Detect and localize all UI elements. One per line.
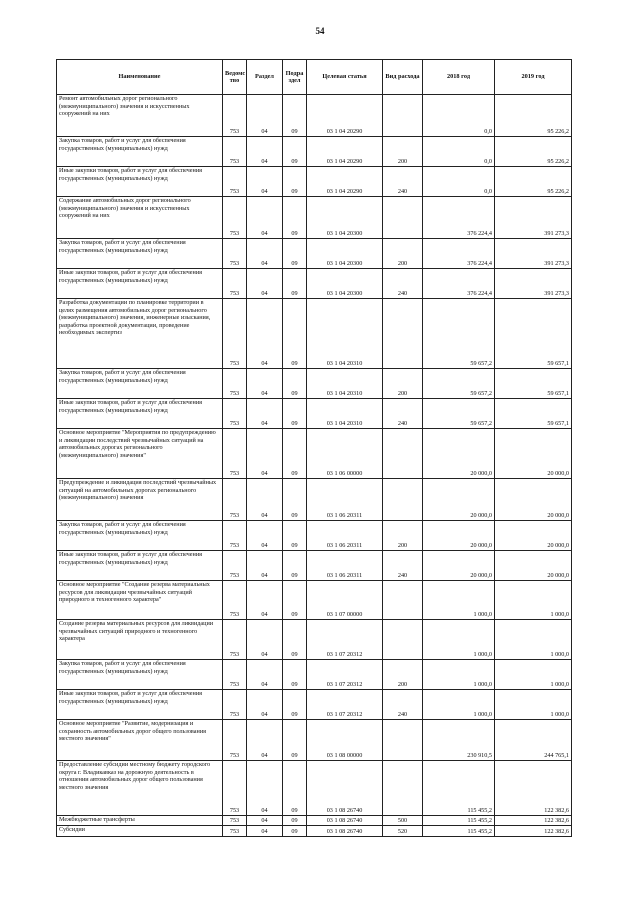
cell-subsection: 09 — [283, 137, 307, 167]
cell-target-item: 03 1 04 20310 — [307, 369, 383, 399]
cell-2018: 1 000,0 — [423, 660, 495, 690]
cell-2018: 59 657,2 — [423, 369, 495, 399]
cell-2018: 376 224,4 — [423, 269, 495, 299]
cell-section: 04 — [247, 239, 283, 269]
cell-expense-type: 200 — [383, 521, 423, 551]
cell-2018: 0,0 — [423, 95, 495, 137]
cell-section: 04 — [247, 429, 283, 479]
cell-subsection: 09 — [283, 479, 307, 521]
cell-expense-type — [383, 95, 423, 137]
cell-name: Основное мероприятие "Создание резерва материальных ресурсов для ликвидации чрезвычайных ситуаций природного и техногенного характера" — [57, 581, 223, 620]
cell-subsection: 09 — [283, 521, 307, 551]
table-row — [57, 761, 572, 816]
cell-2019: 20 000,0 — [495, 429, 572, 479]
cell-2019: 244 765,1 — [495, 720, 572, 761]
cell-name: Ремонт автомобильных дорог регионального (межмуниципального) значения и искусственных сооружений на них — [57, 95, 223, 137]
cell-target-item: 03 1 06 20311 — [307, 521, 383, 551]
cell-name: Иные закупки товаров, работ и услуг для обеспечения государственных (муниципальных) нужд — [57, 690, 223, 720]
cell-department: 753 — [223, 429, 247, 479]
cell-department: 753 — [223, 826, 247, 837]
cell-2018: 0,0 — [423, 167, 495, 197]
cell-section: 04 — [247, 269, 283, 299]
cell-expense-type: 200 — [383, 369, 423, 399]
cell-target-item: 03 1 08 00000 — [307, 720, 383, 761]
budget-table — [56, 59, 572, 837]
cell-2018: 1 000,0 — [423, 620, 495, 660]
cell-expense-type: 200 — [383, 239, 423, 269]
cell-2019: 122 382,6 — [495, 761, 572, 816]
header-name: Наименование — [57, 60, 223, 95]
cell-expense-type — [383, 299, 423, 369]
cell-expense-type — [383, 429, 423, 479]
cell-expense-type — [383, 479, 423, 521]
cell-target-item: 03 1 08 26740 — [307, 826, 383, 837]
cell-section: 04 — [247, 399, 283, 429]
cell-target-item: 03 1 08 26740 — [307, 761, 383, 816]
cell-2019: 95 226,2 — [495, 137, 572, 167]
cell-section: 04 — [247, 299, 283, 369]
cell-name: Основное мероприятие "Мероприятия по предупреждению и ликвидации последствий чрезвычайных ситуаций на автомобильных дорогах регионального (межмуниципального) значения" — [57, 429, 223, 479]
cell-expense-type — [383, 761, 423, 816]
table-row — [57, 479, 572, 521]
cell-2018: 20 000,0 — [423, 551, 495, 581]
table-row — [57, 720, 572, 761]
cell-2018: 1 000,0 — [423, 581, 495, 620]
cell-name: Закупка товаров, работ и услуг для обеспечения государственных (муниципальных) нужд — [57, 239, 223, 269]
cell-name: Иные закупки товаров, работ и услуг для обеспечения государственных (муниципальных) нужд — [57, 269, 223, 299]
cell-department: 753 — [223, 479, 247, 521]
cell-subsection: 09 — [283, 429, 307, 479]
table-row — [57, 551, 572, 581]
cell-target-item: 03 1 04 20300 — [307, 197, 383, 239]
cell-target-item: 03 1 06 00000 — [307, 429, 383, 479]
table-row — [57, 429, 572, 479]
table-row — [57, 137, 572, 167]
cell-2018: 59 657,2 — [423, 299, 495, 369]
cell-expense-type: 240 — [383, 399, 423, 429]
cell-target-item: 03 1 04 20300 — [307, 239, 383, 269]
cell-target-item: 03 1 07 20312 — [307, 620, 383, 660]
table-row — [57, 816, 572, 826]
cell-department: 753 — [223, 521, 247, 551]
table-row — [57, 521, 572, 551]
cell-2019: 59 657,1 — [495, 369, 572, 399]
cell-subsection: 09 — [283, 269, 307, 299]
cell-section: 04 — [247, 369, 283, 399]
cell-section: 04 — [247, 761, 283, 816]
cell-subsection: 09 — [283, 720, 307, 761]
cell-department: 753 — [223, 167, 247, 197]
table-body — [57, 95, 572, 837]
header-department: Ведомс тво — [223, 60, 247, 95]
cell-department: 753 — [223, 137, 247, 167]
cell-2019: 95 226,2 — [495, 95, 572, 137]
page-number: 54 — [315, 26, 325, 36]
cell-2019: 59 657,1 — [495, 399, 572, 429]
cell-target-item: 03 1 07 20312 — [307, 660, 383, 690]
table-header — [57, 60, 572, 95]
table-row — [57, 95, 572, 137]
cell-subsection: 09 — [283, 761, 307, 816]
header-subsection: Подра здел — [283, 60, 307, 95]
cell-target-item: 03 1 04 20300 — [307, 269, 383, 299]
cell-2019: 391 273,3 — [495, 239, 572, 269]
cell-department: 753 — [223, 816, 247, 826]
cell-target-item: 03 1 04 20310 — [307, 399, 383, 429]
cell-target-item: 03 1 06 20311 — [307, 479, 383, 521]
cell-department: 753 — [223, 761, 247, 816]
cell-expense-type: 520 — [383, 826, 423, 837]
cell-target-item: 03 1 04 20290 — [307, 137, 383, 167]
cell-2018: 20 000,0 — [423, 429, 495, 479]
cell-2019: 1 000,0 — [495, 690, 572, 720]
cell-2018: 376 224,4 — [423, 239, 495, 269]
cell-name: Закупка товаров, работ и услуг для обеспечения государственных (муниципальных) нужд — [57, 137, 223, 167]
cell-2019: 122 382,6 — [495, 826, 572, 837]
cell-name: Закупка товаров, работ и услуг для обеспечения государственных (муниципальных) нужд — [57, 660, 223, 690]
cell-section: 04 — [247, 551, 283, 581]
cell-department: 753 — [223, 690, 247, 720]
cell-2019: 1 000,0 — [495, 581, 572, 620]
cell-department: 753 — [223, 581, 247, 620]
cell-subsection: 09 — [283, 299, 307, 369]
cell-expense-type: 200 — [383, 660, 423, 690]
cell-department: 753 — [223, 399, 247, 429]
cell-section: 04 — [247, 479, 283, 521]
cell-department: 753 — [223, 299, 247, 369]
cell-subsection: 09 — [283, 239, 307, 269]
table-row — [57, 299, 572, 369]
cell-name: Закупка товаров, работ и услуг для обеспечения государственных (муниципальных) нужд — [57, 521, 223, 551]
cell-department: 753 — [223, 239, 247, 269]
cell-2018: 115 455,2 — [423, 761, 495, 816]
cell-2019: 20 000,0 — [495, 521, 572, 551]
cell-name: Разработка документации по планировке территории в целях размещения автомобильных дорог регионального (межмуниципального) значения, инженерные изыскания, разработка проектной документации, проведение необходимых экспертиз — [57, 299, 223, 369]
cell-name: Межбюджетные трансферты — [57, 816, 223, 826]
header-target-item: Целевая статья — [307, 60, 383, 95]
table-row — [57, 239, 572, 269]
cell-expense-type: 240 — [383, 551, 423, 581]
cell-expense-type: 200 — [383, 137, 423, 167]
cell-expense-type — [383, 581, 423, 620]
cell-target-item: 03 1 07 00000 — [307, 581, 383, 620]
cell-2019: 1 000,0 — [495, 660, 572, 690]
cell-target-item: 03 1 04 20310 — [307, 299, 383, 369]
cell-target-item: 03 1 06 20311 — [307, 551, 383, 581]
table-row — [57, 197, 572, 239]
cell-subsection: 09 — [283, 826, 307, 837]
cell-name: Иные закупки товаров, работ и услуг для обеспечения государственных (муниципальных) нужд — [57, 167, 223, 197]
cell-2019: 391 273,3 — [495, 197, 572, 239]
cell-section: 04 — [247, 816, 283, 826]
cell-section: 04 — [247, 137, 283, 167]
cell-section: 04 — [247, 620, 283, 660]
cell-name: Иные закупки товаров, работ и услуг для обеспечения государственных (муниципальных) нужд — [57, 399, 223, 429]
cell-section: 04 — [247, 660, 283, 690]
cell-2018: 115 455,2 — [423, 826, 495, 837]
cell-expense-type: 240 — [383, 269, 423, 299]
cell-subsection: 09 — [283, 581, 307, 620]
header-section: Раздел — [247, 60, 283, 95]
cell-department: 753 — [223, 660, 247, 690]
cell-target-item: 03 1 08 26740 — [307, 816, 383, 826]
table-row — [57, 826, 572, 837]
cell-target-item: 03 1 07 20312 — [307, 690, 383, 720]
cell-expense-type — [383, 720, 423, 761]
cell-name: Содержание автомобильных дорог регионального (межмуниципального) значения и искусственных сооружений на них — [57, 197, 223, 239]
table-row — [57, 620, 572, 660]
header-2018: 2018 год — [423, 60, 495, 95]
cell-name: Создание резерва материальных ресурсов для ликвидации чрезвычайных ситуаций природного и техногенного характера — [57, 620, 223, 660]
table-row — [57, 690, 572, 720]
cell-subsection: 09 — [283, 399, 307, 429]
cell-subsection: 09 — [283, 551, 307, 581]
table-row — [57, 660, 572, 690]
header-2019: 2019 год — [495, 60, 572, 95]
cell-2019: 20 000,0 — [495, 551, 572, 581]
cell-section: 04 — [247, 167, 283, 197]
cell-subsection: 09 — [283, 197, 307, 239]
cell-2018: 1 000,0 — [423, 690, 495, 720]
cell-2018: 59 657,2 — [423, 399, 495, 429]
cell-section: 04 — [247, 720, 283, 761]
cell-section: 04 — [247, 826, 283, 837]
cell-name: Субсидии — [57, 826, 223, 837]
cell-2019: 20 000,0 — [495, 479, 572, 521]
cell-target-item: 03 1 04 20290 — [307, 167, 383, 197]
cell-2018: 20 000,0 — [423, 479, 495, 521]
cell-subsection: 09 — [283, 167, 307, 197]
cell-2018: 20 000,0 — [423, 521, 495, 551]
cell-expense-type: 500 — [383, 816, 423, 826]
cell-department: 753 — [223, 369, 247, 399]
cell-name: Основное мероприятие "Развитие, модернизация и сохранность автомобильных дорог общего пользования местного значения" — [57, 720, 223, 761]
cell-department: 753 — [223, 720, 247, 761]
cell-section: 04 — [247, 521, 283, 551]
cell-2019: 1 000,0 — [495, 620, 572, 660]
cell-2018: 376 224,4 — [423, 197, 495, 239]
table-row — [57, 269, 572, 299]
cell-subsection: 09 — [283, 660, 307, 690]
cell-2019: 391 273,3 — [495, 269, 572, 299]
cell-subsection: 09 — [283, 369, 307, 399]
cell-subsection: 09 — [283, 95, 307, 137]
cell-2018: 115 455,2 — [423, 816, 495, 826]
cell-name: Закупка товаров, работ и услуг для обеспечения государственных (муниципальных) нужд — [57, 369, 223, 399]
table-row — [57, 581, 572, 620]
cell-2019: 95 226,2 — [495, 167, 572, 197]
cell-expense-type — [383, 620, 423, 660]
cell-section: 04 — [247, 197, 283, 239]
cell-expense-type — [383, 197, 423, 239]
cell-department: 753 — [223, 95, 247, 137]
cell-expense-type: 240 — [383, 167, 423, 197]
cell-department: 753 — [223, 197, 247, 239]
cell-subsection: 09 — [283, 816, 307, 826]
cell-name: Предоставление субсидии местному бюджету городского округа г. Владикавказ на дорожную деятельность в отношении автомобильных дорог общего пользования местного значения — [57, 761, 223, 816]
cell-target-item: 03 1 04 20290 — [307, 95, 383, 137]
cell-expense-type: 240 — [383, 690, 423, 720]
cell-2018: 230 910,5 — [423, 720, 495, 761]
cell-section: 04 — [247, 690, 283, 720]
cell-2019: 122 382,6 — [495, 816, 572, 826]
header-expense-type: Вид расхода — [383, 60, 423, 95]
table-row — [57, 167, 572, 197]
cell-subsection: 09 — [283, 620, 307, 660]
cell-name: Иные закупки товаров, работ и услуг для обеспечения государственных (муниципальных) нужд — [57, 551, 223, 581]
cell-department: 753 — [223, 620, 247, 660]
cell-2018: 0,0 — [423, 137, 495, 167]
cell-name: Предупреждение и ликвидация последствий чрезвычайных ситуаций на автомобильных дорогах регионального (межмуниципального) значения — [57, 479, 223, 521]
cell-2019: 59 657,1 — [495, 299, 572, 369]
cell-subsection: 09 — [283, 690, 307, 720]
cell-section: 04 — [247, 95, 283, 137]
cell-department: 753 — [223, 551, 247, 581]
cell-section: 04 — [247, 581, 283, 620]
cell-department: 753 — [223, 269, 247, 299]
table-row — [57, 369, 572, 399]
table-row — [57, 399, 572, 429]
